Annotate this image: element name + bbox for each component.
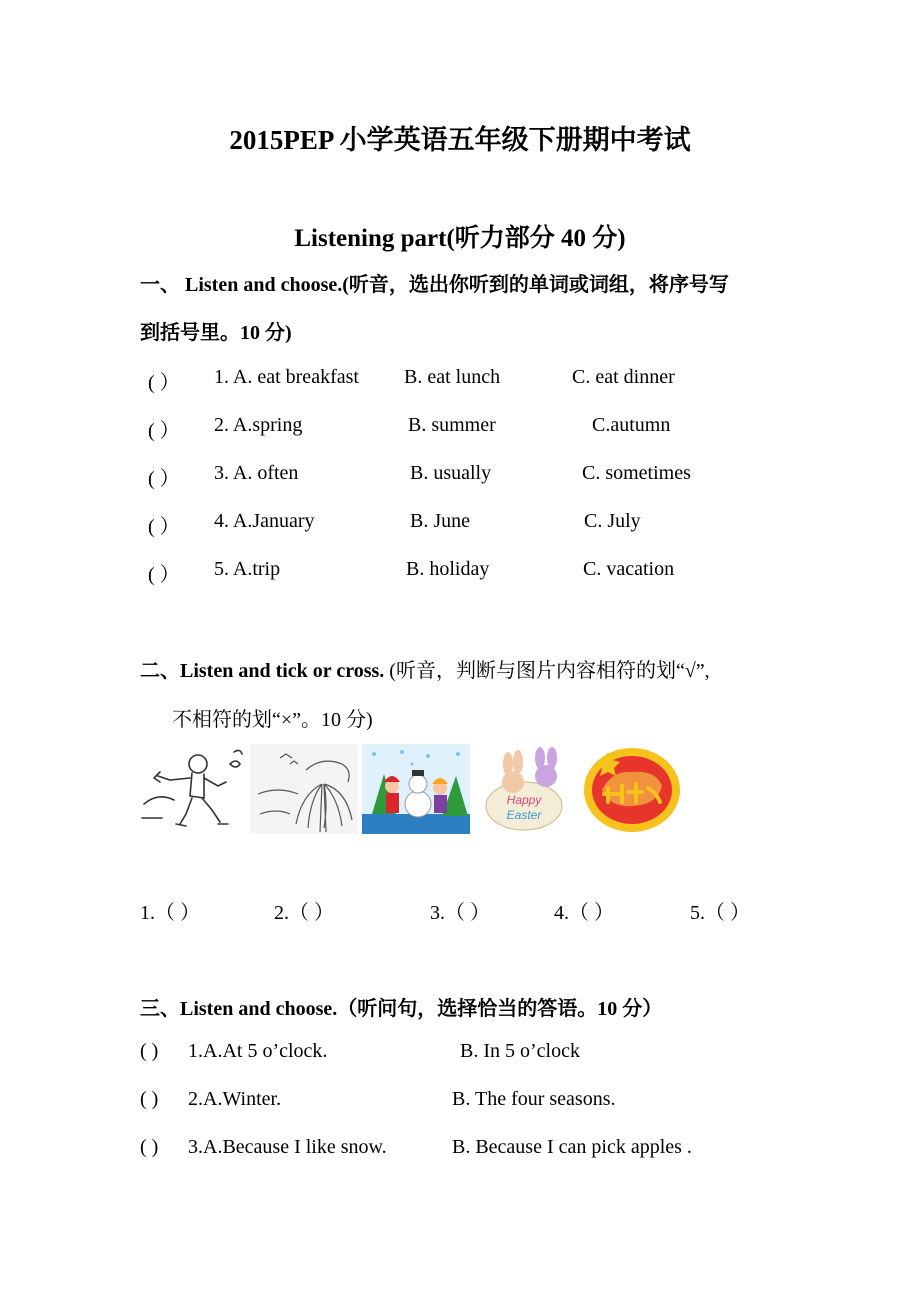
option-c: C. vacation: [583, 558, 675, 580]
option-a: 5. A.trip: [214, 558, 281, 580]
picture-willow-tree: [250, 744, 358, 834]
answer-bracket[interactable]: ( ）: [148, 564, 180, 586]
answer-slot-2[interactable]: 2.（ ）: [274, 902, 334, 924]
s1-row-5: [140, 558, 840, 588]
picture-national-day: [582, 744, 686, 834]
section2-heading: [140, 654, 710, 683]
option-b: B. usually: [410, 462, 492, 484]
option-a: 1.A.At 5 o’clock.: [188, 1040, 328, 1062]
s1-row-1: [140, 366, 840, 396]
option-b: B. Because I can pick apples .: [452, 1136, 692, 1158]
section1-heading: 一、 Listen and choose.(听音，选出你听到的单词或词组，将序号写: [140, 274, 729, 296]
answer-slot-5[interactable]: 5.（ ）: [690, 902, 750, 924]
section3-heading: 三、Listen and choose.（听问句，选择恰当的答语。10 分）: [140, 998, 663, 1020]
s1-row-3: [140, 462, 840, 492]
picture-kung-fu-boy: [140, 744, 248, 834]
section2-heading-normal: (听音，判断与图片内容相符的划“√”,: [384, 660, 710, 682]
s3-row-1: [140, 1040, 840, 1070]
easter-text-happy: Happy: [506, 793, 542, 807]
option-a: 2.A.Winter.: [188, 1088, 282, 1110]
option-b: B. In 5 o’clock: [460, 1040, 580, 1062]
s3-row-2: [140, 1088, 840, 1118]
option-b: B. holiday: [406, 558, 490, 580]
s3-row-3: [140, 1136, 840, 1166]
option-b: B. The four seasons.: [452, 1088, 616, 1110]
answer-bracket[interactable]: ( ): [140, 1088, 159, 1110]
option-a: 1. A. eat breakfast: [214, 366, 359, 388]
part-title: Listening part(听力部分 40 分): [294, 225, 626, 252]
section2-heading-cont: 不相符的划“×”。10 分): [172, 709, 373, 731]
answer-bracket[interactable]: ( ）: [148, 372, 180, 394]
answer-bracket[interactable]: ( ）: [148, 468, 180, 490]
option-b: B. June: [410, 510, 470, 532]
s2-answers: [140, 896, 820, 926]
option-a: 4. A.January: [214, 510, 315, 532]
section2-heading-bold: 二、Listen and tick or cross.: [140, 660, 385, 682]
option-c: C. sometimes: [582, 462, 691, 484]
option-a: 3. A. often: [214, 462, 299, 484]
option-a: 2. A.spring: [214, 414, 303, 436]
answer-bracket[interactable]: ( ）: [148, 420, 180, 442]
option-b: B. summer: [408, 414, 496, 436]
option-c: C. eat dinner: [572, 366, 675, 388]
page-title: 2015PEP 小学英语五年级下册期中考试: [229, 125, 691, 155]
option-c: C. July: [584, 510, 641, 532]
option-b: B. eat lunch: [404, 366, 501, 388]
s1-row-4: [140, 510, 840, 540]
s1-row-2: [140, 414, 840, 444]
picture-happy-easter: [478, 744, 578, 834]
answer-slot-3[interactable]: 3.（ ）: [430, 902, 490, 924]
answer-bracket[interactable]: ( ): [140, 1040, 159, 1062]
option-a: 3.A.Because I like snow.: [188, 1136, 387, 1158]
answer-slot-4[interactable]: 4.（ ）: [554, 902, 614, 924]
answer-slot-1[interactable]: 1.（ ）: [140, 902, 200, 924]
section1-heading-cont: 到括号里。10 分): [140, 322, 292, 344]
option-c: C.autumn: [592, 414, 671, 436]
picture-snowman-kids: [362, 744, 470, 834]
answer-bracket[interactable]: ( ): [140, 1136, 159, 1158]
easter-text-easter: Easter: [506, 808, 542, 822]
answer-bracket[interactable]: ( ）: [148, 516, 180, 538]
